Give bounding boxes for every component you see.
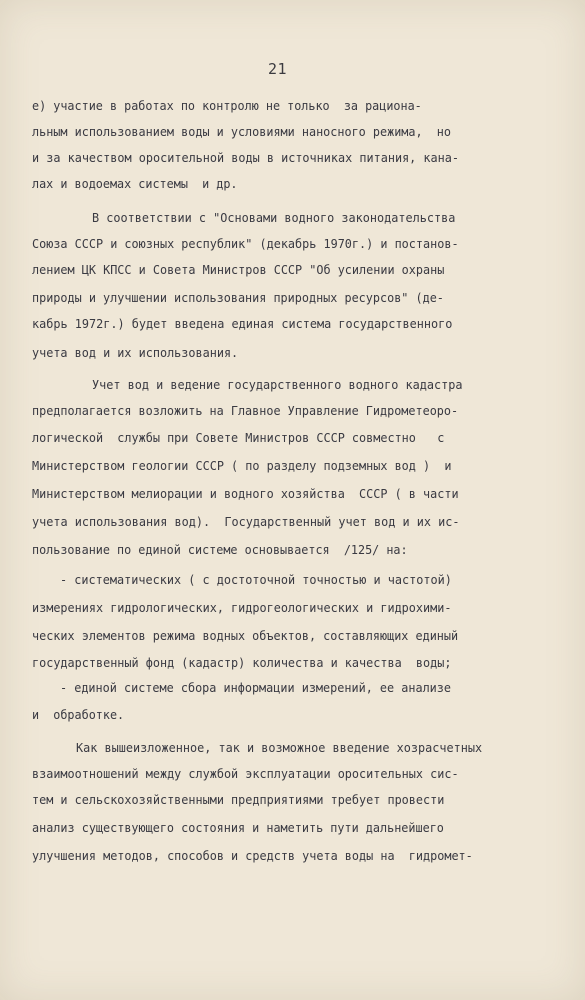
text-line: - единой системе сбора информации измерений, ее анализе bbox=[60, 680, 452, 695]
text-line: улучшения методов, способов и средств учета воды на гидромет- bbox=[32, 848, 473, 863]
text-line: государственный фонд (кадастр) количества и качества воды; bbox=[32, 655, 452, 670]
text-line: е) участие в работах по контролю не только за рациона- bbox=[32, 98, 422, 113]
text-line: взаимоотношений между службой эксплуатации оросительных сис- bbox=[32, 766, 459, 781]
page-number: 21 bbox=[268, 60, 288, 78]
text-line: и за качеством оросительной воды в источниках питания, кана- bbox=[32, 150, 460, 165]
text-line: и обработке. bbox=[32, 707, 125, 722]
text-line: лением ЦК КПСС и Совета Министров СССР "Об усилении охраны bbox=[32, 262, 445, 277]
text-line: логической службы при Совете Министров СССР совместно с bbox=[32, 430, 445, 445]
text-line: пользование по единой системе основывается /125/ на: bbox=[32, 542, 408, 557]
text-line: льным использованием воды и условиями наносного режима, но bbox=[32, 124, 452, 139]
text-line: - систематических ( с достоточной точностью и частотой) bbox=[60, 572, 452, 587]
text-line: предполагается возложить на Главное Управление Гидрометеоро- bbox=[32, 403, 459, 418]
text-line: Союза СССР и союзных республик" (декабрь 1970г.) и постанов- bbox=[32, 236, 459, 251]
text-line: учета использования вод). Государственный учет вод и их ис- bbox=[32, 514, 460, 529]
text-line: Министерством геологии СССР ( по разделу подземных вод ) и bbox=[32, 458, 452, 473]
text-line: лах и водоемах системы и др. bbox=[32, 176, 238, 191]
text-line: учета вод и их использования. bbox=[32, 345, 239, 360]
text-line: кабрь 1972г.) будет введена единая система государственного bbox=[32, 316, 453, 331]
text-line: анализ существующего состояния и наметить пути дальнейшего bbox=[32, 820, 444, 835]
text-line: измерениях гидрологических, гидрогеологических и гидрохими- bbox=[32, 600, 452, 615]
text-line: В соответствии с "Основами водного законодательства bbox=[92, 210, 456, 225]
text-line: Как вышеизложенное, так и возможное введение хозрасчетных bbox=[76, 740, 483, 755]
text-line: Учет вод и ведение государственного водного кадастра bbox=[92, 377, 463, 392]
text-line: природы и улучшении использования природных ресурсов" (де- bbox=[32, 290, 444, 305]
text-line: Министерством мелиорации и водного хозяйства СССР ( в части bbox=[32, 486, 459, 501]
text-line: тем и сельскохозяйственными предприятиями требует провести bbox=[32, 792, 445, 807]
text-line: ческих элементов режима водных объектов, составляющих единый bbox=[32, 628, 459, 643]
